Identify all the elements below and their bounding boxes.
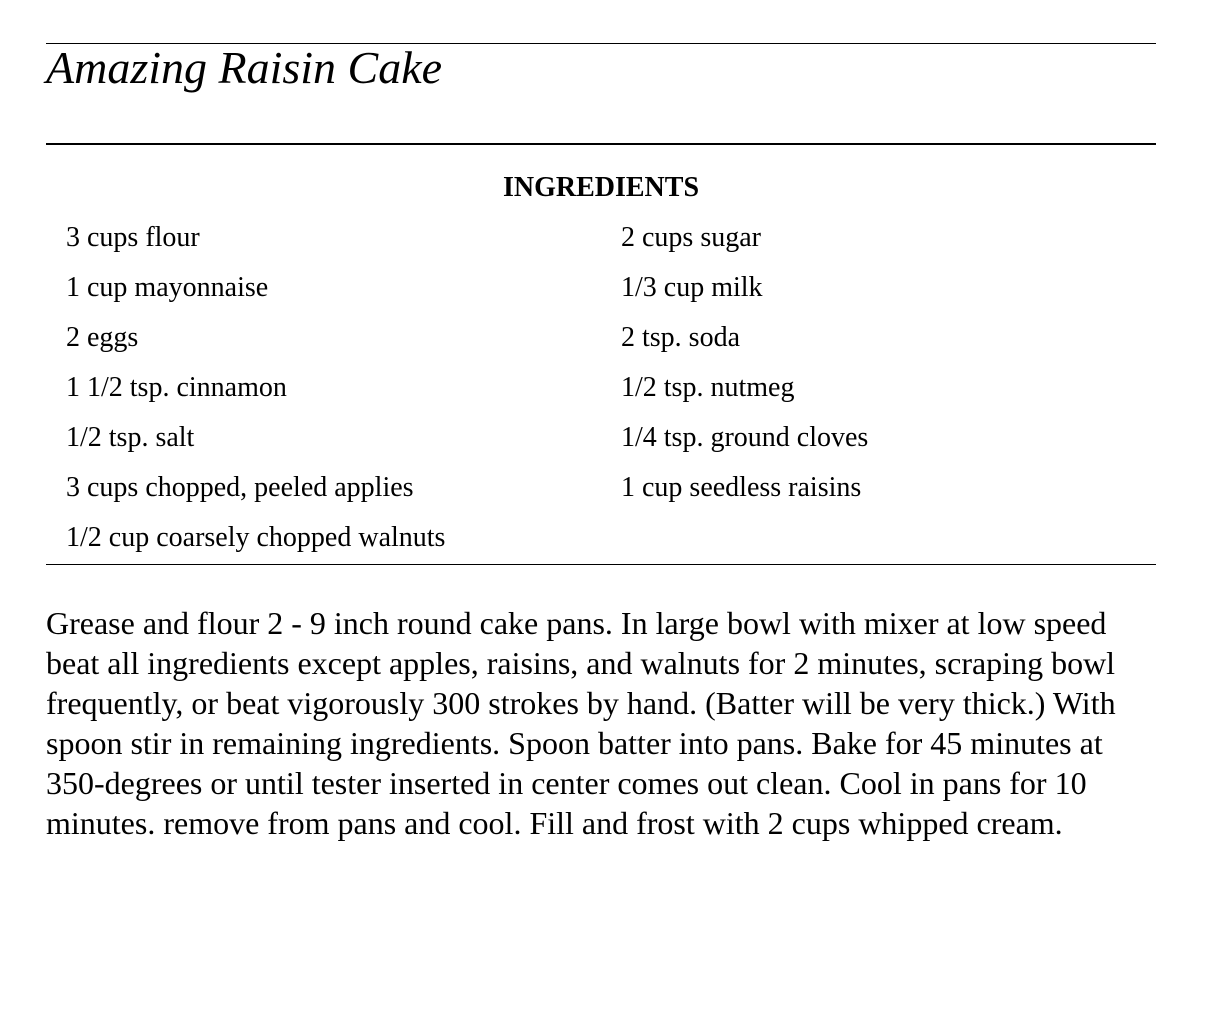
ingredient-item: 1 cup seedless raisins — [621, 472, 862, 503]
ingredients-bottom-rule — [46, 564, 1156, 565]
recipe-directions: Grease and flour 2 - 9 inch round cake pans. In large bowl with mixer at low speed beat all ingredients except apples, raisins, and walnuts for 2 minutes, scraping bowl frequently, or beat vigorously 300 strokes by hand. (Batter will be very thick.) With spoon stir in remaining ingredients. Spoon batter into pans. Bake for 45 minutes at 350-degrees or until tester inserted in center comes out clean. Cool in pans for 10 minutes. remove from pans and cool. Fill and frost with 2 cups whipped cream. — [46, 605, 1116, 841]
ingredients-list — [66, 221, 1156, 571]
title-underline-rule — [46, 143, 1156, 145]
ingredient-item: 2 cups sugar — [621, 222, 761, 253]
ingredient-item: 1/2 cup coarsely chopped walnuts — [66, 522, 446, 553]
ingredient-item: 1/4 tsp. ground cloves — [621, 422, 869, 453]
ingredient-item: 1/2 tsp. nutmeg — [621, 372, 795, 403]
ingredient-item: 1/2 tsp. salt — [66, 422, 195, 453]
ingredient-item: 1 cup mayonnaise — [66, 272, 269, 303]
ingredient-item: 1/3 cup milk — [621, 272, 763, 303]
ingredient-item: 3 cups flour — [66, 222, 200, 253]
ingredient-item: 2 eggs — [66, 322, 139, 353]
ingredient-item: 2 tsp. soda — [621, 322, 740, 353]
ingredient-item: 3 cups chopped, peeled applies — [66, 472, 414, 503]
recipe-title: Amazing Raisin Cake — [46, 42, 443, 93]
ingredient-item: 1 1/2 tsp. cinnamon — [66, 372, 287, 403]
ingredients-heading: INGREDIENTS — [502, 172, 700, 203]
